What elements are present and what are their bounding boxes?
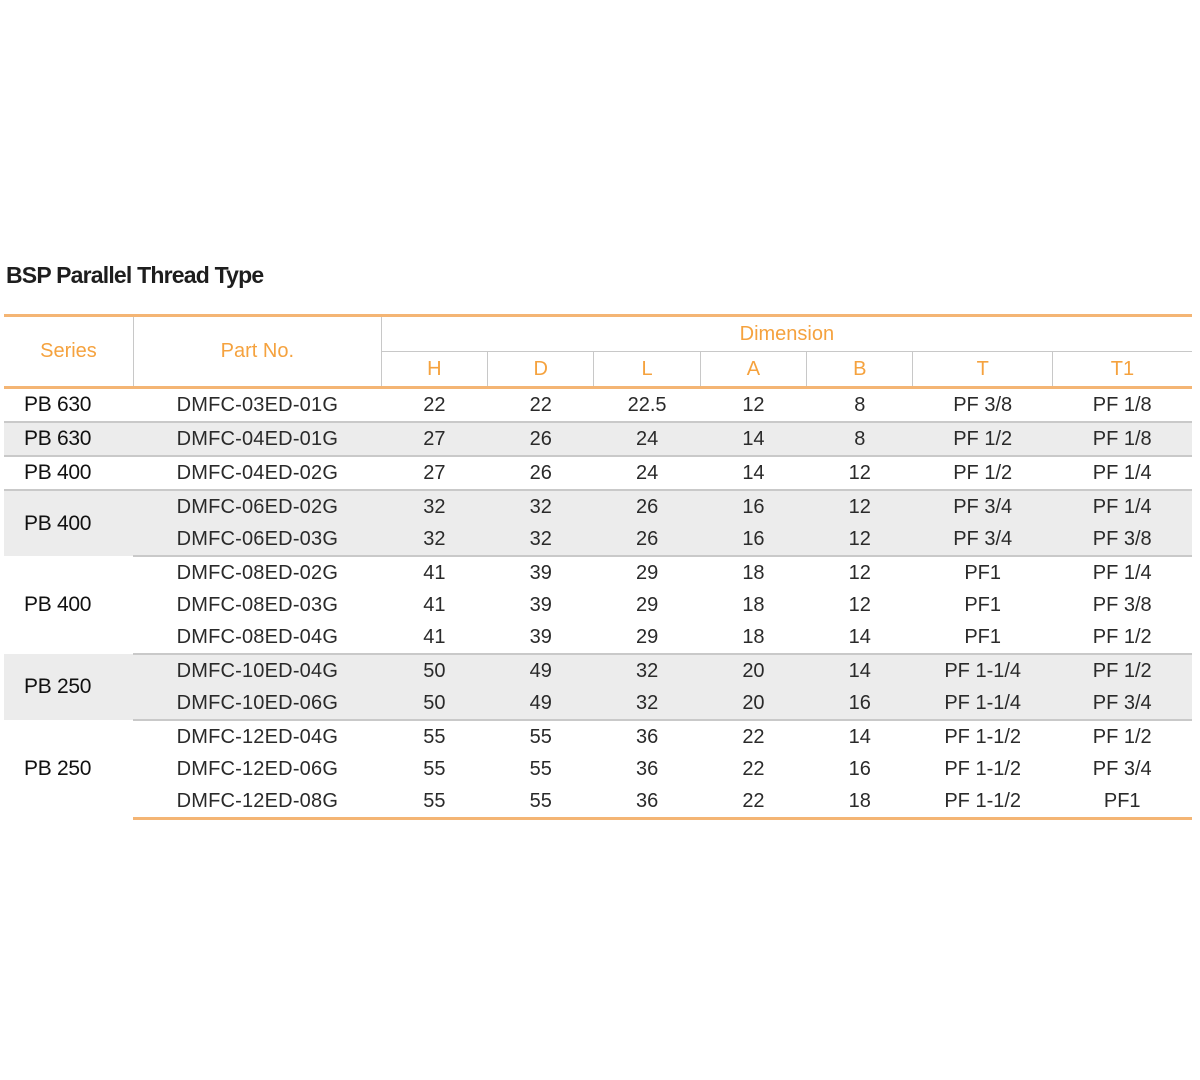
dim-header-l: L bbox=[594, 352, 700, 388]
part-no-header: Part No. bbox=[133, 316, 381, 388]
dim-cell-t1: PF 1/4 bbox=[1052, 456, 1192, 490]
dim-header-a: A bbox=[700, 352, 806, 388]
dim-cell-d: 39 bbox=[488, 621, 594, 654]
series-cell: PB 250 bbox=[4, 654, 133, 720]
dim-cell-t: PF 1-1/2 bbox=[944, 725, 1022, 748]
dim-cell-h: 41 bbox=[381, 621, 487, 654]
part-number-cell: DMFC-12ED-04G bbox=[176, 725, 339, 748]
dim-cell-l: 24 bbox=[594, 422, 700, 456]
table-row bbox=[4, 523, 1192, 556]
part-number-cell: DMFC-04ED-02G bbox=[133, 456, 381, 490]
dim-cell-a: 14 bbox=[700, 422, 806, 456]
series-cell: PB 630 bbox=[4, 422, 133, 456]
part-number-cell: DMFC-12ED-08G bbox=[133, 785, 381, 819]
dim-cell-d: 26 bbox=[488, 456, 594, 490]
dim-cell-t: PF 1-1/4 bbox=[913, 654, 1052, 687]
table-row bbox=[4, 556, 1192, 589]
dim-cell-t1: PF 1/4 bbox=[1092, 561, 1152, 584]
part-number-cell: DMFC-10ED-04G bbox=[133, 654, 381, 687]
dim-cell-t1: PF 3/8 bbox=[1052, 523, 1192, 556]
dim-cell-t: PF 1/2 bbox=[913, 456, 1052, 490]
series-cell: PB 250 bbox=[24, 757, 92, 781]
series-cell: PB 630 bbox=[4, 388, 133, 423]
dim-cell-a: 18 bbox=[700, 621, 806, 654]
table-row bbox=[4, 490, 1192, 523]
dim-cell-h: 41 bbox=[423, 561, 446, 584]
table-row bbox=[4, 687, 1192, 720]
dim-cell-t1: PF1 bbox=[1052, 785, 1192, 819]
dim-header-t1: T1 bbox=[1052, 352, 1192, 388]
dim-cell-a: 20 bbox=[700, 687, 806, 720]
dim-cell-b: 16 bbox=[848, 757, 871, 780]
dim-cell-a: 22 bbox=[700, 785, 806, 819]
dim-cell-d: 55 bbox=[529, 725, 552, 748]
dim-cell-d: 55 bbox=[488, 785, 594, 819]
dim-cell-t: PF 1-1/2 bbox=[913, 785, 1052, 819]
dim-cell-d: 49 bbox=[488, 654, 594, 687]
dim-cell-a: 22 bbox=[742, 757, 765, 780]
dim-cell-t: PF1 bbox=[964, 561, 1002, 584]
dim-cell-h: 50 bbox=[381, 687, 487, 720]
dim-cell-d: 22 bbox=[488, 388, 594, 423]
part-number-cell: DMFC-08ED-04G bbox=[133, 621, 381, 654]
dim-cell-h: 55 bbox=[381, 785, 487, 819]
dim-cell-t1: PF 3/4 bbox=[1052, 687, 1192, 720]
dim-cell-t1: PF 1/8 bbox=[1052, 422, 1192, 456]
table-row bbox=[4, 589, 1192, 621]
dim-header-d: D bbox=[488, 352, 594, 388]
dim-cell-t: PF 1-1/4 bbox=[913, 687, 1052, 720]
dim-cell-d: 39 bbox=[529, 561, 552, 584]
dim-cell-d: 26 bbox=[488, 422, 594, 456]
dim-cell-d: 39 bbox=[529, 593, 552, 616]
dim-cell-h: 41 bbox=[423, 593, 446, 616]
dim-cell-l: 22.5 bbox=[594, 388, 700, 423]
dim-cell-b: 12 bbox=[848, 593, 871, 616]
dim-cell-t: PF 3/8 bbox=[913, 388, 1052, 423]
dim-cell-b: 16 bbox=[807, 687, 913, 720]
page-title: BSP Parallel Thread Type bbox=[6, 262, 264, 288]
dim-cell-l: 36 bbox=[635, 757, 659, 780]
dim-cell-d: 32 bbox=[488, 490, 594, 523]
table-row bbox=[4, 753, 1192, 785]
dim-cell-l: 32 bbox=[594, 654, 700, 687]
dim-cell-h: 27 bbox=[381, 422, 487, 456]
dim-cell-a: 20 bbox=[700, 654, 806, 687]
table-row bbox=[4, 785, 1192, 819]
dim-cell-d: 49 bbox=[488, 687, 594, 720]
dim-cell-b: 14 bbox=[807, 654, 913, 687]
dim-cell-b: 8 bbox=[807, 422, 913, 456]
part-number-cell: DMFC-03ED-01G bbox=[133, 388, 381, 423]
dim-cell-h: 50 bbox=[381, 654, 487, 687]
part-number-cell: DMFC-06ED-03G bbox=[133, 523, 381, 556]
dimension-header: Dimension bbox=[381, 316, 1192, 352]
spec-table bbox=[4, 314, 1192, 820]
dim-cell-a: 22 bbox=[742, 725, 765, 748]
dim-cell-l: 36 bbox=[594, 785, 700, 819]
table-row bbox=[4, 388, 1192, 423]
dim-cell-b: 14 bbox=[848, 725, 871, 748]
table-row bbox=[4, 621, 1192, 654]
table-row bbox=[4, 422, 1192, 456]
part-number-cell: DMFC-10ED-06G bbox=[133, 687, 381, 720]
series-cell: PB 400 bbox=[4, 456, 133, 490]
part-number-cell: DMFC-04ED-01G bbox=[133, 422, 381, 456]
dim-cell-l: 26 bbox=[594, 523, 700, 556]
dim-cell-b: 12 bbox=[848, 561, 871, 584]
dim-cell-t: PF1 bbox=[964, 593, 1002, 616]
dim-cell-b: 12 bbox=[807, 490, 913, 523]
dim-header-h: H bbox=[381, 352, 487, 388]
dim-cell-h: 55 bbox=[423, 757, 446, 780]
series-cell: PB 400 bbox=[4, 490, 133, 556]
part-number-cell: DMFC-06ED-02G bbox=[133, 490, 381, 523]
table-row bbox=[4, 720, 1192, 753]
dim-cell-l: 26 bbox=[594, 490, 700, 523]
dim-cell-h: 55 bbox=[423, 725, 446, 748]
dim-cell-h: 32 bbox=[381, 523, 487, 556]
part-number-cell: DMFC-12ED-06G bbox=[176, 757, 339, 780]
table-row bbox=[4, 654, 1192, 687]
dim-cell-t1: PF 1/4 bbox=[1052, 490, 1192, 523]
dim-cell-a: 14 bbox=[700, 456, 806, 490]
table-row bbox=[4, 456, 1192, 490]
dim-cell-l: 29 bbox=[635, 593, 659, 616]
dim-cell-b: 14 bbox=[807, 621, 913, 654]
dim-header-b: B bbox=[807, 352, 913, 388]
dim-cell-t: PF 3/4 bbox=[913, 523, 1052, 556]
dim-header-t: T bbox=[913, 352, 1052, 388]
series-cell: PB 400 bbox=[24, 593, 92, 616]
dim-cell-h: 32 bbox=[381, 490, 487, 523]
dim-cell-a: 18 bbox=[742, 561, 765, 584]
dim-cell-a: 18 bbox=[742, 593, 765, 616]
dim-cell-l: 24 bbox=[594, 456, 700, 490]
table-body bbox=[4, 388, 1192, 819]
dim-cell-t: PF1 bbox=[913, 621, 1052, 654]
dim-cell-a: 16 bbox=[700, 523, 806, 556]
dim-cell-h: 22 bbox=[381, 388, 487, 423]
dim-cell-t: PF 1-1/2 bbox=[944, 757, 1022, 780]
series-header: Series bbox=[4, 316, 133, 388]
dim-cell-b: 18 bbox=[807, 785, 913, 819]
dim-cell-l: 32 bbox=[594, 687, 700, 720]
part-number-cell: DMFC-08ED-02G bbox=[176, 561, 339, 584]
dim-cell-t: PF 3/4 bbox=[913, 490, 1052, 523]
dim-cell-l: 36 bbox=[635, 725, 659, 748]
dim-cell-l: 29 bbox=[594, 621, 700, 654]
part-number-cell: DMFC-08ED-03G bbox=[176, 593, 339, 616]
dim-cell-b: 8 bbox=[807, 388, 913, 423]
dim-cell-t1: PF 3/8 bbox=[1092, 593, 1152, 616]
dim-cell-h: 27 bbox=[381, 456, 487, 490]
dim-cell-t1: PF 1/2 bbox=[1092, 725, 1152, 748]
dim-cell-d: 55 bbox=[529, 757, 552, 780]
dim-cell-t1: PF 1/2 bbox=[1052, 621, 1192, 654]
dim-cell-t: PF 1/2 bbox=[913, 422, 1052, 456]
dim-cell-a: 16 bbox=[700, 490, 806, 523]
dim-cell-t1: PF 3/4 bbox=[1092, 757, 1152, 780]
dim-cell-b: 12 bbox=[807, 456, 913, 490]
dim-cell-t1: PF 1/2 bbox=[1052, 654, 1192, 687]
dim-cell-l: 29 bbox=[635, 561, 659, 584]
dim-cell-t1: PF 1/8 bbox=[1052, 388, 1192, 423]
dim-cell-a: 12 bbox=[700, 388, 806, 423]
dim-cell-d: 32 bbox=[488, 523, 594, 556]
table-header bbox=[4, 316, 1192, 388]
dim-cell-b: 12 bbox=[807, 523, 913, 556]
